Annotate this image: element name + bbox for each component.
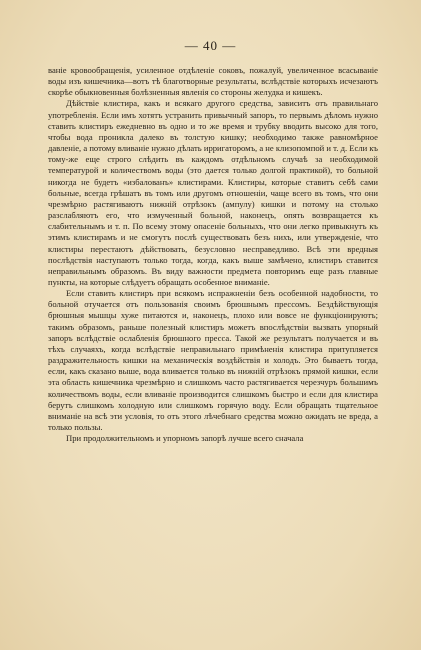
body-text [48,65,378,444]
paragraph: Дѣйствіе клистира, какъ и всякаго другого средства, зависитъ отъ правильнаго употребленія. Если имъ хотятъ устранить привычный запоръ, то первымъ дѣломъ нужно ставить клистиръ ежедневно въ одно и то же время и трубку вводить высоко для того, чтобы вода проникла далеко въ толстую кишку; необходимо также равномѣрное давленіе, а потому вливаніе нужно дѣлать ирригаторомъ, а не клизопомпой и т. д. Если къ тому-же еще строго слѣдить въ каждомъ отдѣльномъ случаѣ за необходимой температурой и количествомъ воды (это дается только долгой практикой), то больной никогда не будетъ «избалованъ» клистирами. Клистиры, которые ставитъ себѣ сами больные, всегда грѣшатъ въ томъ или другомъ отношеніи, чаще всего въ томъ, что они чрезмѣрно растягиваютъ нижній отрѣзокъ (ампулу) кишки и потому на столько разслабляютъ его, что измученный больной, наконецъ, опять возвращается къ слабительнымъ и т. п. По всему этому опасеніе больныхъ, что они легко привыкнутъ къ этимъ клистирамъ и не смогутъ послѣ существовать безъ нихъ, или утвержденіе, что клистиры перестаютъ дѣйствовать, безусловно несправедливо. Всѣ эти вредныя послѣдствія наступаютъ только тогда, когда, какъ выше замѣчено, клистиръ ставится неправильнымъ образомъ. Въ виду важности предмета повторимъ еще разъ главные пункты, на которые слѣдуетъ обращать особенное вниманіе. [48,98,378,287]
paragraph: ваніе кровообращенія, усиленное отдѣленіе соковъ, пожалуй, увеличенное всасываніе воды изъ кишечника—вотъ тѣ благотворные результаты, вслѣдствіе которыхъ исчезаютъ скорѣе обыкновенныя болѣзненныя явленія со стороны желудка и кишекъ. [48,65,378,98]
paragraph: При продолжительномъ и упорномъ запорѣ лучше всего сначала [66,433,304,444]
paragraph: Если ставить клистиръ при всякомъ испражненіи безъ особенной надобности, то больной отучается отъ пользованія своимъ брюшнымъ прессомъ. Бездѣйствующія брюшныя мышцы хуже питаются и, наконецъ, плохо или вовсе не функціонируютъ; такимъ образомъ, раньше полезный клистиръ можетъ впослѣдствіи вызвать упорный запоръ вслѣдствіе ослабленія брюшного пресса. Такой же результатъ получается и въ тѣхъ случаяхъ, когда вслѣдствіе неправильнаго примѣненія клистира притупляется раздражительность кишки на механическія воздѣйствія и холодъ. Это бываетъ тогда, если, какъ сказано выше, вода вливается только въ нижній отрѣзокъ прямой кишки, если эта область кишечника чрезмѣрно и слишкомъ часто растягивается черезчуръ большимъ количествомъ воды, если вливаніе производится слишкомъ быстро и если для клистира берутъ слишкомъ холодную или слишкомъ горячую воду. Если обращать тщательное вниманіе на всѣ эти условія, то отъ этого лѣчебнаго средства можно ожидать не вреда, а только пользы. [48,288,378,432]
page-number: — 40 — [184,38,237,53]
